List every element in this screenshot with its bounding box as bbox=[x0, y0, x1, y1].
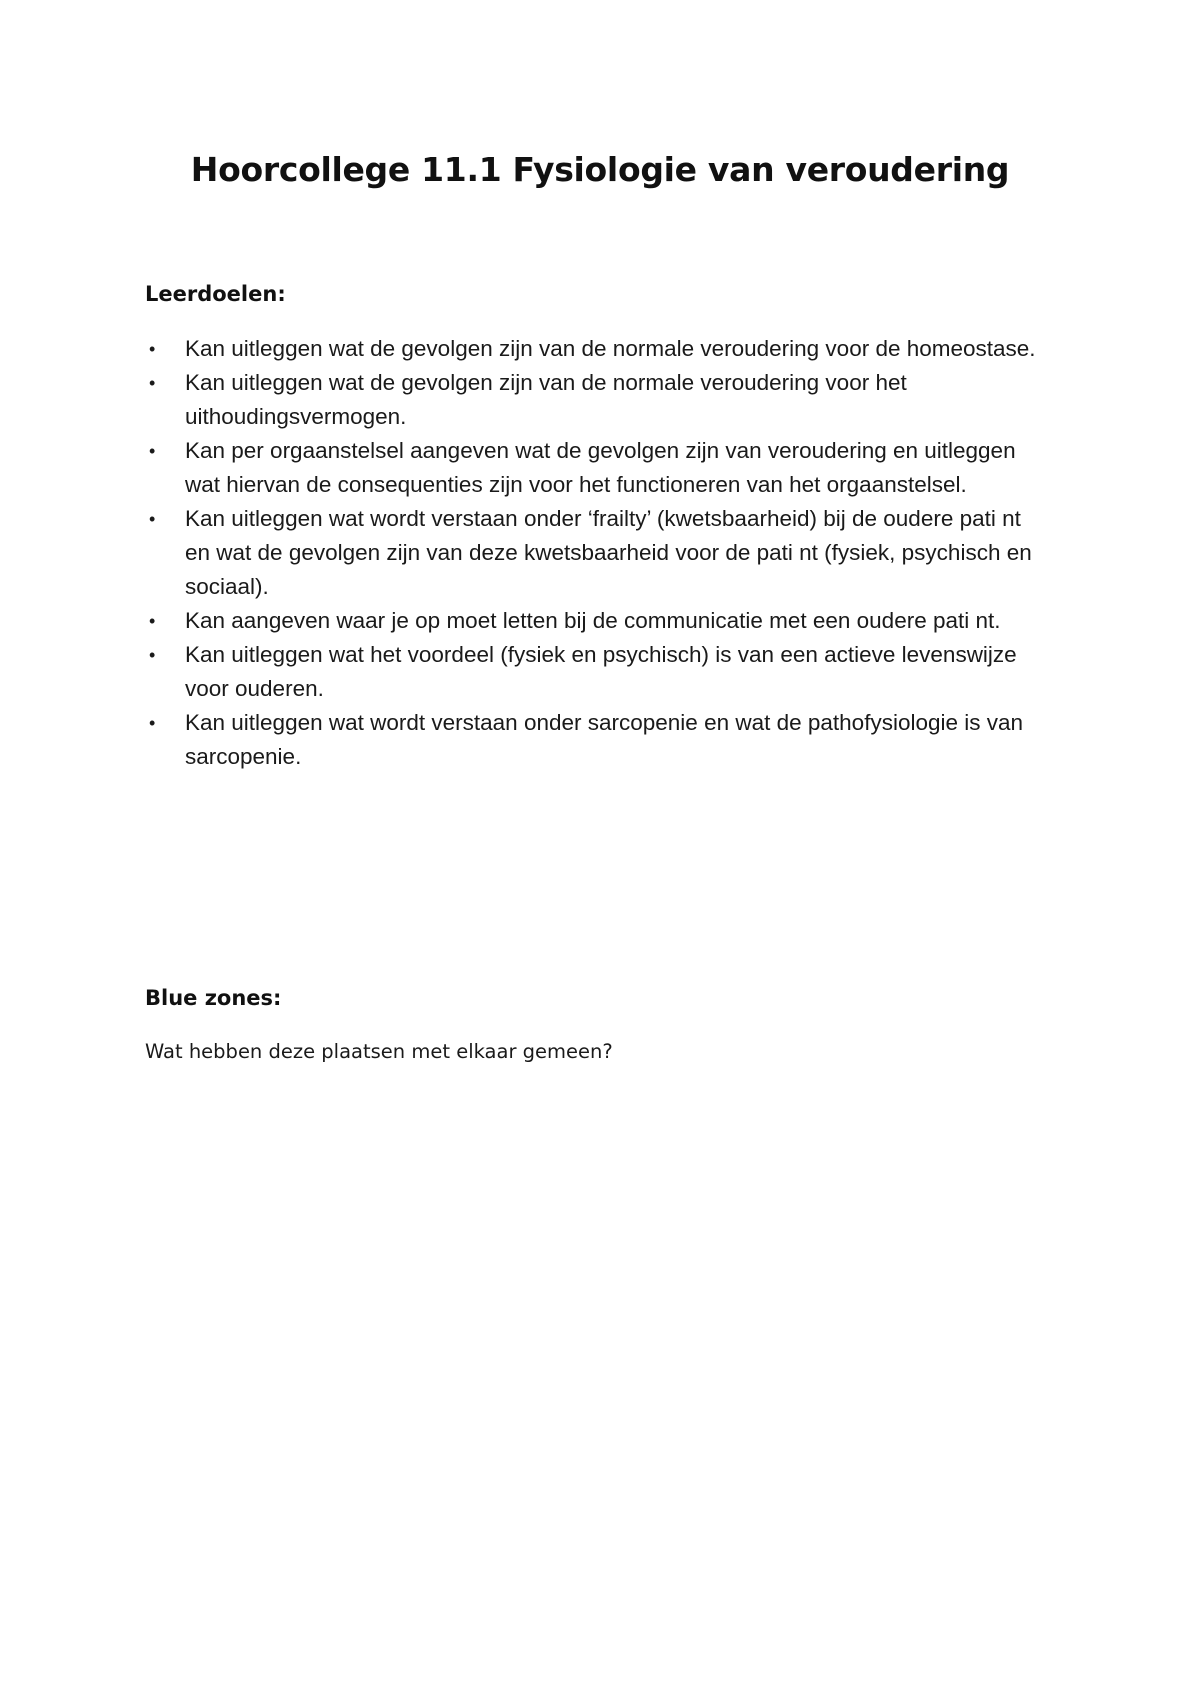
bullet-icon: • bbox=[149, 611, 156, 631]
bullet-icon: • bbox=[149, 645, 156, 665]
bullet-icon: • bbox=[149, 339, 156, 359]
list-item bbox=[145, 434, 1045, 502]
list-item-text: Kan uitleggen wat wordt verstaan onder ‘frailty’ (kwetsbaarheid) bij de oudere pati nt en wat de gevolgen zijn van deze kwetsbaarheid voor de pati nt (fysiek, psychisch en sociaal). bbox=[185, 506, 1032, 599]
bullet-icon: • bbox=[149, 713, 156, 733]
bullet-icon: • bbox=[149, 441, 156, 461]
blue-zones-question: Wat hebben deze plaatsen met elkaar gemeen? bbox=[145, 1040, 613, 1063]
blue-zones-heading: Blue zones: bbox=[145, 986, 282, 1010]
list-item-text: Kan per orgaanstelsel aangeven wat de gevolgen zijn van veroudering en uitleggen wat hiervan de consequenties zijn voor het functioneren van het orgaanstelsel. bbox=[185, 438, 1016, 497]
list-item-text: Kan uitleggen wat de gevolgen zijn van de normale veroudering voor het uithoudingsvermogen. bbox=[185, 370, 907, 429]
list-item bbox=[145, 638, 1045, 706]
list-item bbox=[145, 366, 1045, 434]
page-title: Hoorcollege 11.1 Fysiologie van veroudering bbox=[190, 150, 1010, 189]
bullet-icon: • bbox=[149, 509, 156, 529]
list-item-text: Kan uitleggen wat het voordeel (fysiek en psychisch) is van een actieve levenswijze voor ouderen. bbox=[185, 642, 1017, 701]
list-item-text: Kan aangeven waar je op moet letten bij de communicatie met een oudere pati nt. bbox=[185, 608, 1001, 633]
list-item bbox=[145, 332, 1045, 366]
bullet-icon: • bbox=[149, 373, 156, 393]
learning-goals-list bbox=[145, 332, 1045, 774]
learning-goals-heading: Leerdoelen: bbox=[145, 282, 286, 306]
list-item bbox=[145, 604, 1045, 638]
list-item-text: Kan uitleggen wat de gevolgen zijn van de normale veroudering voor de homeostase. bbox=[185, 336, 1036, 361]
list-item-text: Kan uitleggen wat wordt verstaan onder sarcopenie en wat de pathofysiologie is van sarcopenie. bbox=[185, 710, 1024, 769]
list-item bbox=[145, 502, 1045, 604]
list-item bbox=[145, 706, 1045, 774]
